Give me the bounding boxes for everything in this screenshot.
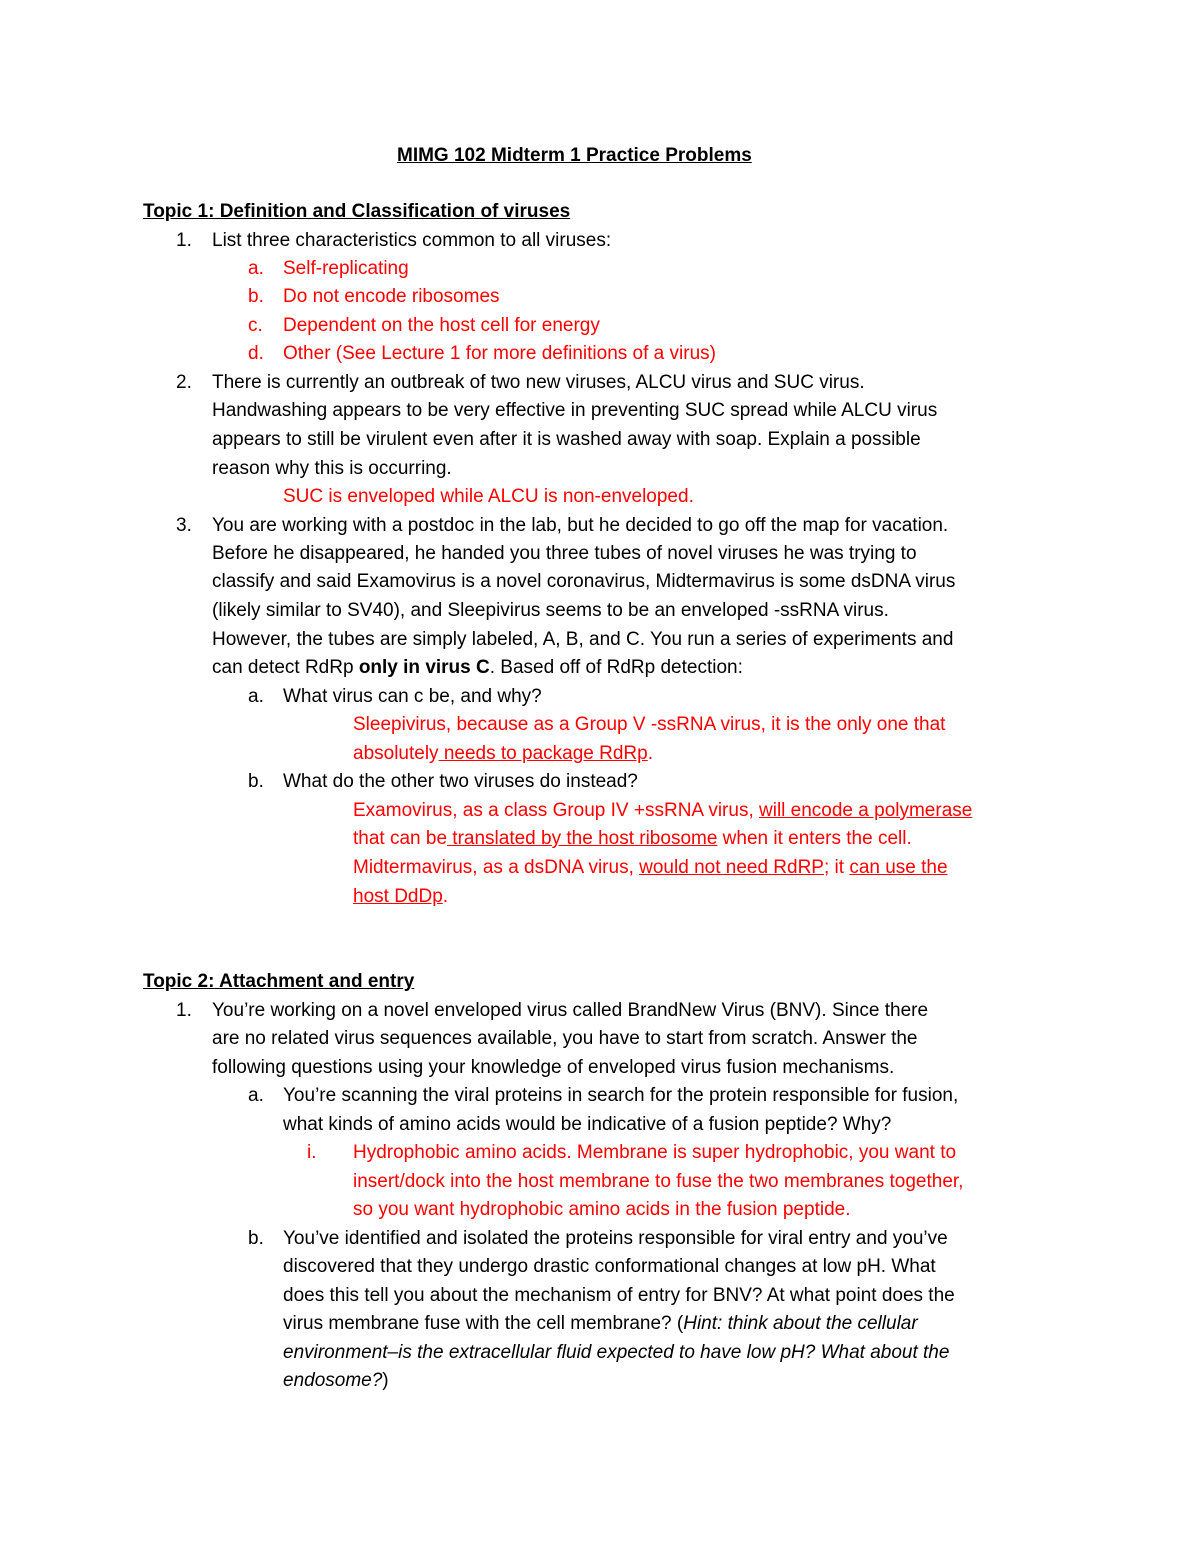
question-text-line: (likely similar to SV40), and Sleepivirus seems to be an enveloped -ssRNA virus.	[212, 600, 889, 621]
text-span: when it enters the cell.	[717, 828, 912, 849]
answer-letter: d.	[248, 343, 264, 364]
answer-text	[353, 741, 653, 767]
text-span: can detect RdRp	[212, 657, 359, 678]
answer-text: Other (See Lecture 1 for more definitions of a virus)	[283, 343, 716, 364]
question-number: 1.	[176, 230, 192, 251]
answer-text	[353, 798, 972, 824]
answer-text	[353, 855, 948, 881]
answer-text: Hydrophobic amino acids. Membrane is super hydrophobic, you want to	[353, 1142, 957, 1163]
italic-hint: environment–is the extracellular fluid expected to have low pH? What about the	[283, 1342, 950, 1363]
subquestion-text	[283, 1368, 389, 1394]
text-span: virus membrane fuse with the cell membrane? (	[283, 1313, 684, 1334]
answer-text: Sleepivirus, because as a Group V -ssRNA virus, it is the only one that	[353, 714, 946, 735]
text-span: Examovirus, as a class Group IV +ssRNA virus,	[353, 800, 759, 821]
text-span: Midtermavirus, as a dsDNA virus,	[353, 857, 640, 878]
question-text-line: appears to still be virulent even after it is washed away with soap. Explain a possible	[212, 429, 921, 450]
text-span: absolutely	[353, 743, 439, 764]
text-span: . Based off of RdRp detection:	[489, 657, 743, 678]
question-text-line: However, the tubes are simply labeled, A, B, and C. You run a series of experiments and	[212, 629, 954, 650]
answer-text: Dependent on the host cell for energy	[283, 315, 600, 336]
question-text-line: You’re working on a novel enveloped virus called BrandNew Virus (BNV). Since there	[212, 1000, 929, 1021]
question-number: 2.	[176, 372, 192, 393]
subquestion-text: does this tell you about the mechanism of entry for BNV? At what point does the	[283, 1285, 955, 1306]
underlined-text: translated by the host ribosome	[447, 828, 718, 849]
question-text-line: are no related virus sequences available, you have to start from scratch. Answer the	[212, 1028, 918, 1049]
subquestion-text: discovered that they undergo drastic conformational changes at low pH. What	[283, 1256, 936, 1277]
underlined-text: will encode a polymerase	[759, 800, 973, 821]
text-span: .	[647, 743, 653, 764]
answer-text: SUC is enveloped while ALCU is non-enveloped.	[283, 486, 694, 507]
subquestion-text: What virus can c be, and why?	[283, 686, 542, 707]
bold-text: only in virus C	[358, 657, 490, 678]
question-text-line	[212, 655, 743, 681]
question-text: List three characteristics common to all viruses:	[212, 230, 612, 251]
subquestion-text: what kinds of amino acids would be indicative of a fusion peptide? Why?	[283, 1114, 892, 1135]
answer-text	[353, 826, 912, 852]
italic-hint: endosome?	[283, 1370, 383, 1391]
question-number: 1.	[176, 1000, 192, 1021]
page-title: MIMG 102 Midterm 1 Practice Problems	[397, 145, 752, 166]
underlined-text: can use the	[849, 857, 948, 878]
question-text-line: You are working with a postdoc in the lab, but he decided to go off the map for vacation.	[212, 515, 949, 536]
question-number: 3.	[176, 515, 192, 536]
answer-text: Do not encode ribosomes	[283, 286, 500, 307]
subquestion-text: What do the other two viruses do instead?	[283, 771, 638, 792]
answer-letter: i.	[307, 1142, 317, 1163]
subquestion-text: You’re scanning the viral proteins in search for the protein responsible for fusion,	[283, 1085, 959, 1106]
answer-letter: a.	[248, 258, 264, 279]
underlined-text: would not need RdRP	[639, 857, 824, 878]
answer-text: so you want hydrophobic amino acids in the fusion peptide.	[353, 1199, 851, 1220]
subquestion-letter: a.	[248, 1085, 264, 1106]
text-span: that can be	[353, 828, 448, 849]
text-span: .	[442, 886, 449, 907]
answer-text	[353, 884, 448, 910]
answer-text: insert/dock into the host membrane to fuse the two membranes together,	[353, 1171, 964, 1192]
question-text-line: reason why this is occurring.	[212, 458, 452, 479]
question-text-line: Before he disappeared, he handed you three tubes of novel viruses he was trying to	[212, 543, 917, 564]
answer-letter: b.	[248, 286, 264, 307]
topic1-heading: Topic 1: Definition and Classification of viruses	[143, 201, 571, 222]
subquestion-text	[283, 1311, 918, 1337]
answer-letter: c.	[248, 315, 263, 336]
subquestion-letter: a.	[248, 686, 264, 707]
question-text-line: There is currently an outbreak of two new viruses, ALCU virus and SUC virus.	[212, 372, 865, 393]
subquestion-letter: b.	[248, 771, 264, 792]
subquestion-text: You’ve identified and isolated the proteins responsible for viral entry and you’ve	[283, 1228, 948, 1249]
text-span: ; it	[823, 857, 850, 878]
question-text-line: classify and said Examovirus is a novel coronavirus, Midtermavirus is some dsDNA virus	[212, 571, 956, 592]
subquestion-letter: b.	[248, 1228, 264, 1249]
question-text-line: following questions using your knowledge of enveloped virus fusion mechanisms.	[212, 1057, 895, 1078]
topic2-heading: Topic 2: Attachment and entry	[143, 971, 415, 992]
underlined-text: needs to package RdRp	[438, 743, 648, 764]
italic-hint: Hint: think about the cellular	[683, 1313, 918, 1334]
underlined-text: host DdDp	[353, 886, 443, 907]
text-span: )	[382, 1370, 389, 1391]
question-text-line: Handwashing appears to be very effective in preventing SUC spread while ALCU virus	[212, 400, 938, 421]
answer-text: Self-replicating	[283, 258, 409, 279]
